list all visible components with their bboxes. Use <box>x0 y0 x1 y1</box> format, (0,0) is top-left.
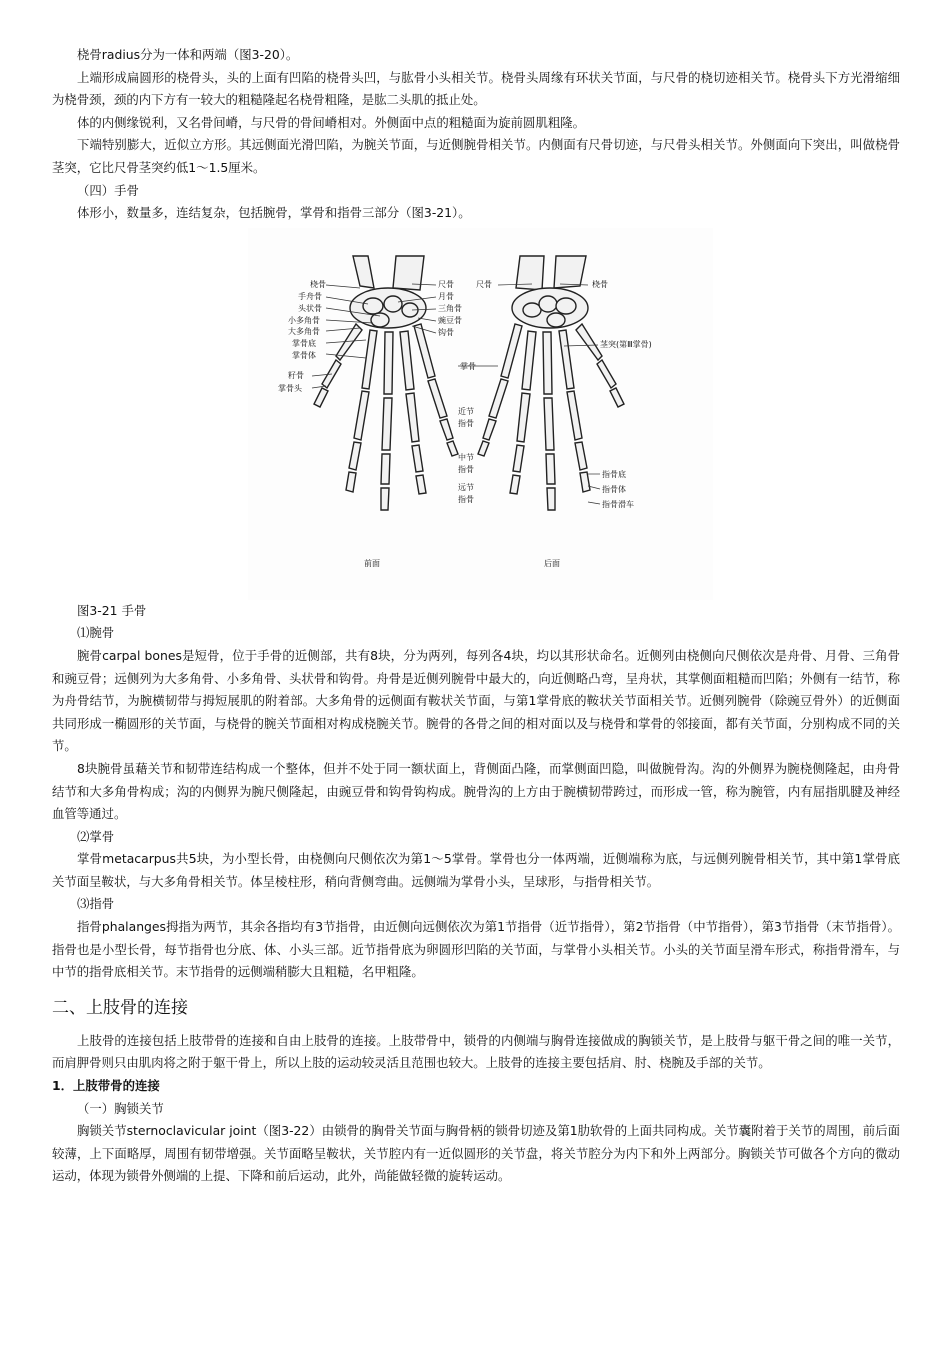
label-back-view: 后面 <box>544 558 560 568</box>
paragraph-radius-body: 体的内侧缘锐利，又名骨间嵴，与尺骨的骨间嵴相对。外侧面中点的粗糙面为旋前圆肌粗隆。 <box>77 114 586 130</box>
paragraph-carpal-2: 8块腕骨虽藉关节和韧带连结构成一个整体，但并不处于同一额状面上，背侧面凸隆，而掌侧面凹隐，叫做腕骨沟。沟的外侧界为腕桡侧隆起，由舟骨结节和大多角骨构成；沟的内侧界为腕尺侧隆起，由豌豆骨和钩骨钩构成。腕骨沟的上方由于腕横韧带跨过，而形成一管，称为腕管，内有屈指肌腱及神经血管等通过。 <box>52 760 900 822</box>
label-styloid-process: 茎突(第Ⅲ掌骨) <box>600 339 652 349</box>
paragraph-radius-intro: 桡骨radius分为一体和两端（图3-20）。 <box>77 47 299 62</box>
label-phalanx-2: 指骨 <box>458 464 474 474</box>
heading-phalanges: ⑶指骨 <box>77 896 115 912</box>
label-phalanx-3: 指骨 <box>458 494 474 504</box>
label-trapezium: 大多角骨 <box>288 326 320 336</box>
label-middle: 中节 <box>458 452 474 462</box>
section-title: 二、上肢骨的连接 <box>52 997 188 1018</box>
label-pisiform: 豌豆骨 <box>438 315 462 325</box>
paragraph-carpal-1: 腕骨carpal bones是短骨，位于手骨的近侧部，共有8块，分为两列，每列各4块，均以其形状命名。近侧列由桡侧向尺侧依次是舟骨、月骨、三角骨和豌豆骨；远侧列为大多角骨、小多角骨、头状骨和钩骨。舟骨是近侧列腕骨中最大的，向近侧略凸弯，呈舟状，其掌侧面粗糙而凹陷；外侧有一结节，称为舟骨结节，为腕横韧带与拇短展肌的附着部。大多角骨的远侧面有鞍状关节面，与第1掌骨底的鞍状关节面相关节。近侧列腕骨（除豌豆骨外）的近侧面共同形成一椭圆形的关节面，与桡骨的腕关节面相对构成桡腕关节。腕骨的各骨之间的相对面以及与桡骨和掌骨的邻接面，都有关节面，分别构成不同的关节。 <box>52 647 900 754</box>
paragraph-sternoclavicular: 胸锁关节sternoclavicular joint（图3-22）由锁骨的胸骨关节面与胸骨柄的锁骨切迹及第1肋软骨的上面共同构成。关节囊附着于关节的周围，前后面较薄，上下面略厚，周围有韧带增强。关节面略呈鞍状，关节腔内有一近似圆形的关节盘，将关节腔分为内下和外上两部分。胸锁关节可做各个方向的微动运动，体现为锁骨外侧端的上提、下降和前后运动，此外，尚能做轻微的旋转运动。 <box>52 1123 900 1184</box>
label-capitate: 头状骨 <box>298 303 322 313</box>
label-lunate: 月骨 <box>438 291 454 301</box>
label-hamate: 钩骨 <box>438 327 454 337</box>
label-metacarpal-base: 掌骨底 <box>292 338 316 348</box>
paragraph-hand-intro: 体形小，数量多，连结复杂，包括腕骨，掌骨和指骨三部分（图3-21）。 <box>77 205 471 221</box>
document-page <box>52 44 900 1188</box>
label-ulna: 尺骨 <box>438 279 454 289</box>
heading-carpal: ⑴腕骨 <box>77 625 115 641</box>
label-metacarpal: 掌骨 <box>460 361 476 371</box>
label-radius-back: 桡骨 <box>592 279 608 289</box>
label-radius: 桡骨 <box>310 279 326 289</box>
label-sesamoid: 籽骨 <box>288 370 304 380</box>
label-trapezoid: 小多角骨 <box>288 315 320 325</box>
label-metacarpal-head: 掌骨头 <box>278 383 302 393</box>
paragraph-radius-lower-end: 下端特别膨大，近似立方形。其远侧面光滑凹陷，为腕关节面，与近侧腕骨相关节。内侧面有尺骨切迹，与尺骨头相关节。外侧面向下突出，叫做桡骨茎突，它比尺骨茎突约低1～1.5厘米。 <box>52 137 900 175</box>
label-distal: 远节 <box>458 482 474 492</box>
hand-bones-illustration <box>248 228 713 600</box>
label-ulna-back: 尺骨 <box>476 279 492 289</box>
label-proximal: 近节 <box>458 406 474 416</box>
label-phalanx-base: 指骨底 <box>602 469 626 479</box>
paragraph-metacarpal: 掌骨metacarpus共5块，为小型长骨，由桡侧向尺侧依次为第1～5掌骨。掌骨也分一体两端，近侧端称为底，与远侧列腕骨相关节，其中第1掌骨底关节面呈鞍状，与大多角骨相关节。体呈棱柱形，稍向背侧弯曲。远侧端为掌骨小头，呈球形，与指骨相关节。 <box>52 851 900 889</box>
paragraph-radius-upper-end: 上端形成扁圆形的桡骨头，头的上面有凹陷的桡骨头凹，与肱骨小头相关节。桡骨头周缘有环状关节面，与尺骨的桡切迹相关节。桡骨头下方光滑缩细为桡骨颈，颈的内下方有一较大的粗糙隆起名桡骨粗隆，是肱二头肌的抵止处。 <box>52 69 900 108</box>
paragraph-phalanges: 指骨phalanges拇指为两节，其余各指均有3节指骨，由近侧向远侧依次为第1节指骨（近节指骨），第2节指骨（中节指骨），第3节指骨（末节指骨）。指骨也是小型长骨，每节指骨也分底、体、小头三部。近节指骨底为卵圆形凹陷的关节面，与掌骨小头相关节。小头的关节面呈滑车形式，称指骨滑车，与中节的指骨底相关节。末节指骨的远侧端稍膨大且粗糙，名甲粗隆。 <box>52 919 900 980</box>
label-triquetrum: 三角骨 <box>438 303 462 313</box>
label-phalanx-1: 指骨 <box>458 418 474 428</box>
subheading-sternoclavicular: （一）胸锁关节 <box>77 1100 164 1116</box>
subheading-shoulder-girdle: 1．上肢带骨的连接 <box>52 1078 160 1094</box>
label-scaphoid: 手舟骨 <box>298 291 322 301</box>
label-phalanx-trochlea: 指骨滑车 <box>602 499 634 509</box>
paragraph-section2-intro: 上肢骨的连接包括上肢带骨的连接和自由上肢骨的连接。上肢带骨中，锁骨的内侧端与胸骨连接做成的胸锁关节，是上肢骨与躯干骨之间的唯一关节，而肩胛骨则只由肌肉将之附于躯干骨上，所以上肢的运动较灵活且范围也较大。上肢骨的连接主要包括肩、肘、桡腕及手部的关节。 <box>52 1032 900 1071</box>
figure-caption: 图3-21 手骨 <box>77 602 147 618</box>
label-front-view: 前面 <box>364 558 380 568</box>
subheading-hand-bones: （四）手骨 <box>77 182 139 198</box>
hand-bones-figure <box>248 228 713 600</box>
label-metacarpal-body: 掌骨体 <box>292 350 316 360</box>
label-phalanx-body: 指骨体 <box>602 484 626 494</box>
heading-metacarpal: ⑵掌骨 <box>77 828 115 844</box>
